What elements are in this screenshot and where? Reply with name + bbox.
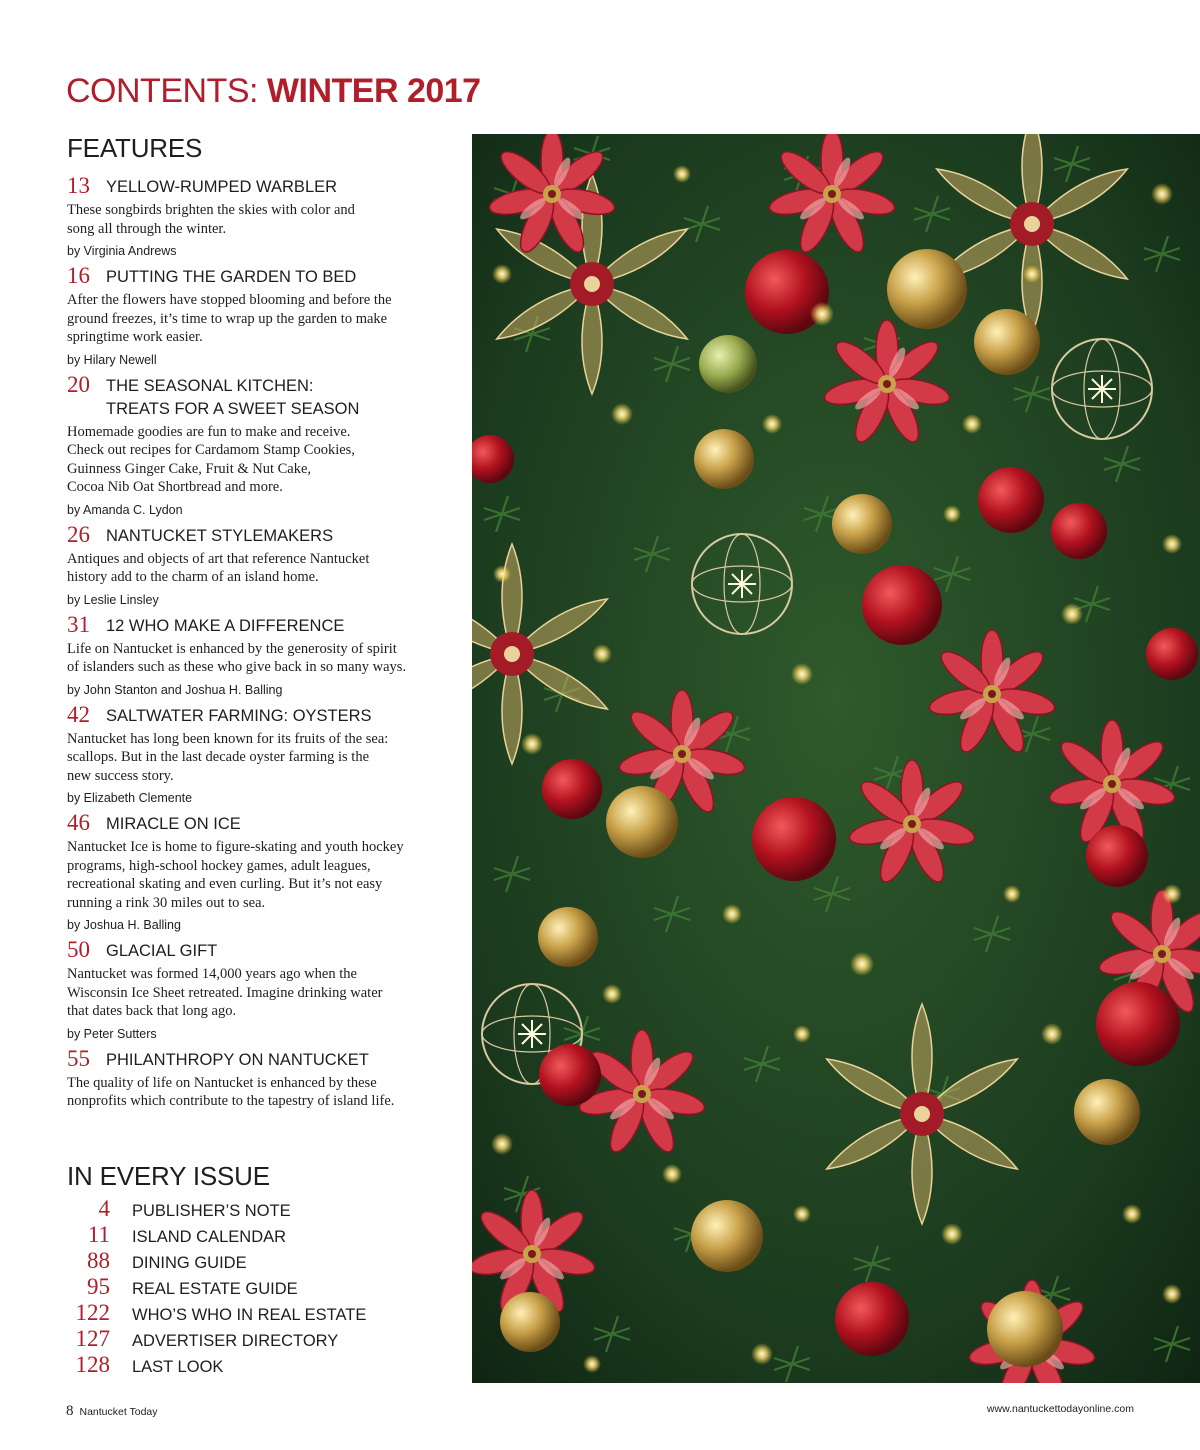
issue-page-number: 127 — [75, 1326, 110, 1351]
feature-page-number: 13 — [67, 173, 90, 198]
christmas-tree-illustration — [472, 134, 1200, 1383]
issue-page-number: 122 — [75, 1300, 110, 1325]
issue-title[interactable]: DINING GUIDE — [132, 1254, 247, 1272]
feature-item[interactable] — [67, 372, 467, 518]
issue-title[interactable]: ISLAND CALENDAR — [132, 1228, 287, 1246]
feature-description: Life on Nantucket is enhanced by the generosity of spirit of islanders such as these who give back in so many ways. — [67, 640, 407, 675]
feature-page-number: 50 — [67, 937, 90, 962]
title-season: WINTER 2017 — [266, 72, 481, 110]
feature-description: After the flowers have stopped blooming and before the ground freezes, it’s time to wrap up the garden to make springtime work easier. — [67, 292, 392, 345]
issue-title[interactable]: LAST LOOK — [132, 1358, 224, 1376]
issue-item[interactable] — [66, 1222, 466, 1248]
feature-item[interactable] — [67, 1046, 467, 1111]
feature-author: by Elizabeth Clemente — [67, 791, 193, 805]
feature-page-number: 46 — [67, 810, 90, 835]
feature-description: Nantucket Ice is home to figure-skating and youth hockey programs, high-school hockey games, adult leagues, recreational skating and even curling. But it’s not easy running a rink 30 miles out to sea. — [67, 839, 404, 911]
feature-description: Homemade goodies are fun to make and receive. Check out recipes for Cardamom Stamp Cookies, Guinness Ginger Cake, Fruit & Nut Cake, Cocoa Nib Oat Shortbread and more. — [67, 423, 355, 495]
feature-author: by Hilary Newell — [67, 352, 157, 367]
issue-item[interactable] — [66, 1274, 466, 1300]
feature-item[interactable] — [67, 702, 467, 807]
feature-author: by Joshua H. Balling — [67, 918, 181, 932]
issue-item[interactable] — [66, 1248, 466, 1274]
feature-title[interactable]: PUTTING THE GARDEN TO BED — [106, 268, 357, 286]
feature-description: The quality of life on Nantucket is enhanced by these nonprofits which contribute to the tapestry of island life. — [67, 1074, 395, 1109]
feature-title[interactable]: GLACIAL GIFT — [106, 942, 218, 960]
issue-page-number: 4 — [98, 1196, 110, 1221]
issue-page-number: 128 — [75, 1352, 110, 1377]
features-heading: FEATURES — [67, 133, 203, 163]
feature-item[interactable] — [67, 263, 467, 368]
feature-page-number: 31 — [67, 611, 90, 637]
feature-description: Nantucket was formed 14,000 years ago when the Wisconsin Ice Sheet retreated. Imagine drinking water that dates back that long ago. — [67, 966, 383, 1019]
feature-item[interactable] — [67, 522, 467, 608]
issue-page-number: 11 — [87, 1222, 110, 1247]
feature-title[interactable]: MIRACLE ON ICE — [106, 815, 241, 833]
feature-page-number: 42 — [67, 701, 90, 727]
issue-title[interactable]: WHO’S WHO IN REAL ESTATE — [132, 1306, 367, 1324]
christmas-tree-photo — [472, 134, 1200, 1383]
feature-description: Nantucket has long been known for its fruits of the sea: scallops. But in the last decade oyster farming is the new success story. — [67, 730, 389, 784]
feature-title[interactable]: YELLOW-RUMPED WARBLER — [106, 178, 338, 196]
issue-item[interactable] — [66, 1326, 466, 1352]
issue-title[interactable]: ADVERTISER DIRECTORY — [132, 1332, 339, 1350]
feature-author: by Leslie Linsley — [67, 592, 159, 607]
footer-left — [66, 1403, 158, 1420]
issue-item[interactable] — [66, 1300, 466, 1326]
feature-page-number: 20 — [67, 371, 90, 397]
feature-page-number: 16 — [67, 263, 90, 288]
feature-author: by John Stanton and Joshua H. Balling — [67, 682, 283, 697]
feature-item[interactable] — [67, 612, 467, 698]
footer-page-number: 8 — [66, 1403, 74, 1419]
in-every-issue-list — [66, 1196, 466, 1378]
feature-author: by Virginia Andrews — [67, 244, 177, 258]
feature-item[interactable] — [67, 810, 467, 933]
issue-title[interactable]: PUBLISHER’S NOTE — [132, 1202, 291, 1220]
page-title — [66, 72, 481, 111]
issue-page-number: 88 — [87, 1248, 110, 1273]
issue-title[interactable]: REAL ESTATE GUIDE — [132, 1280, 298, 1298]
feature-description: Antiques and objects of art that reference Nantucket history add to the charm of an island home. — [67, 550, 370, 585]
feature-item[interactable] — [67, 937, 467, 1042]
feature-title[interactable]: PHILANTHROPY ON NANTUCKET — [106, 1050, 369, 1069]
feature-description: These songbirds brighten the skies with color and song all through the winter. — [67, 202, 355, 237]
footer-website-link[interactable]: www.nantuckettodayonline.com — [986, 1403, 1134, 1415]
issue-item[interactable] — [66, 1196, 466, 1222]
issue-item[interactable] — [66, 1352, 466, 1378]
feature-item[interactable] — [67, 173, 467, 259]
feature-title[interactable]: 12 WHO MAKE A DIFFERENCE — [106, 616, 345, 635]
feature-page-number: 26 — [67, 521, 90, 547]
footer-publication: Nantucket Today — [79, 1406, 158, 1418]
feature-page-number: 55 — [67, 1045, 90, 1071]
feature-author: by Amanda C. Lydon — [67, 502, 183, 517]
title-prefix: CONTENTS: — [66, 72, 258, 110]
in-every-issue-heading: IN EVERY ISSUE — [67, 1161, 270, 1191]
features-list — [67, 173, 467, 1115]
issue-page-number: 95 — [87, 1274, 110, 1299]
feature-title[interactable]: SALTWATER FARMING: OYSTERS — [106, 706, 372, 725]
feature-author: by Peter Sutters — [67, 1026, 157, 1041]
feature-title[interactable]: THE SEASONAL KITCHEN: TREATS FOR A SWEET SEASON — [106, 376, 360, 418]
feature-title[interactable]: NANTUCKET STYLEMAKERS — [106, 526, 334, 545]
